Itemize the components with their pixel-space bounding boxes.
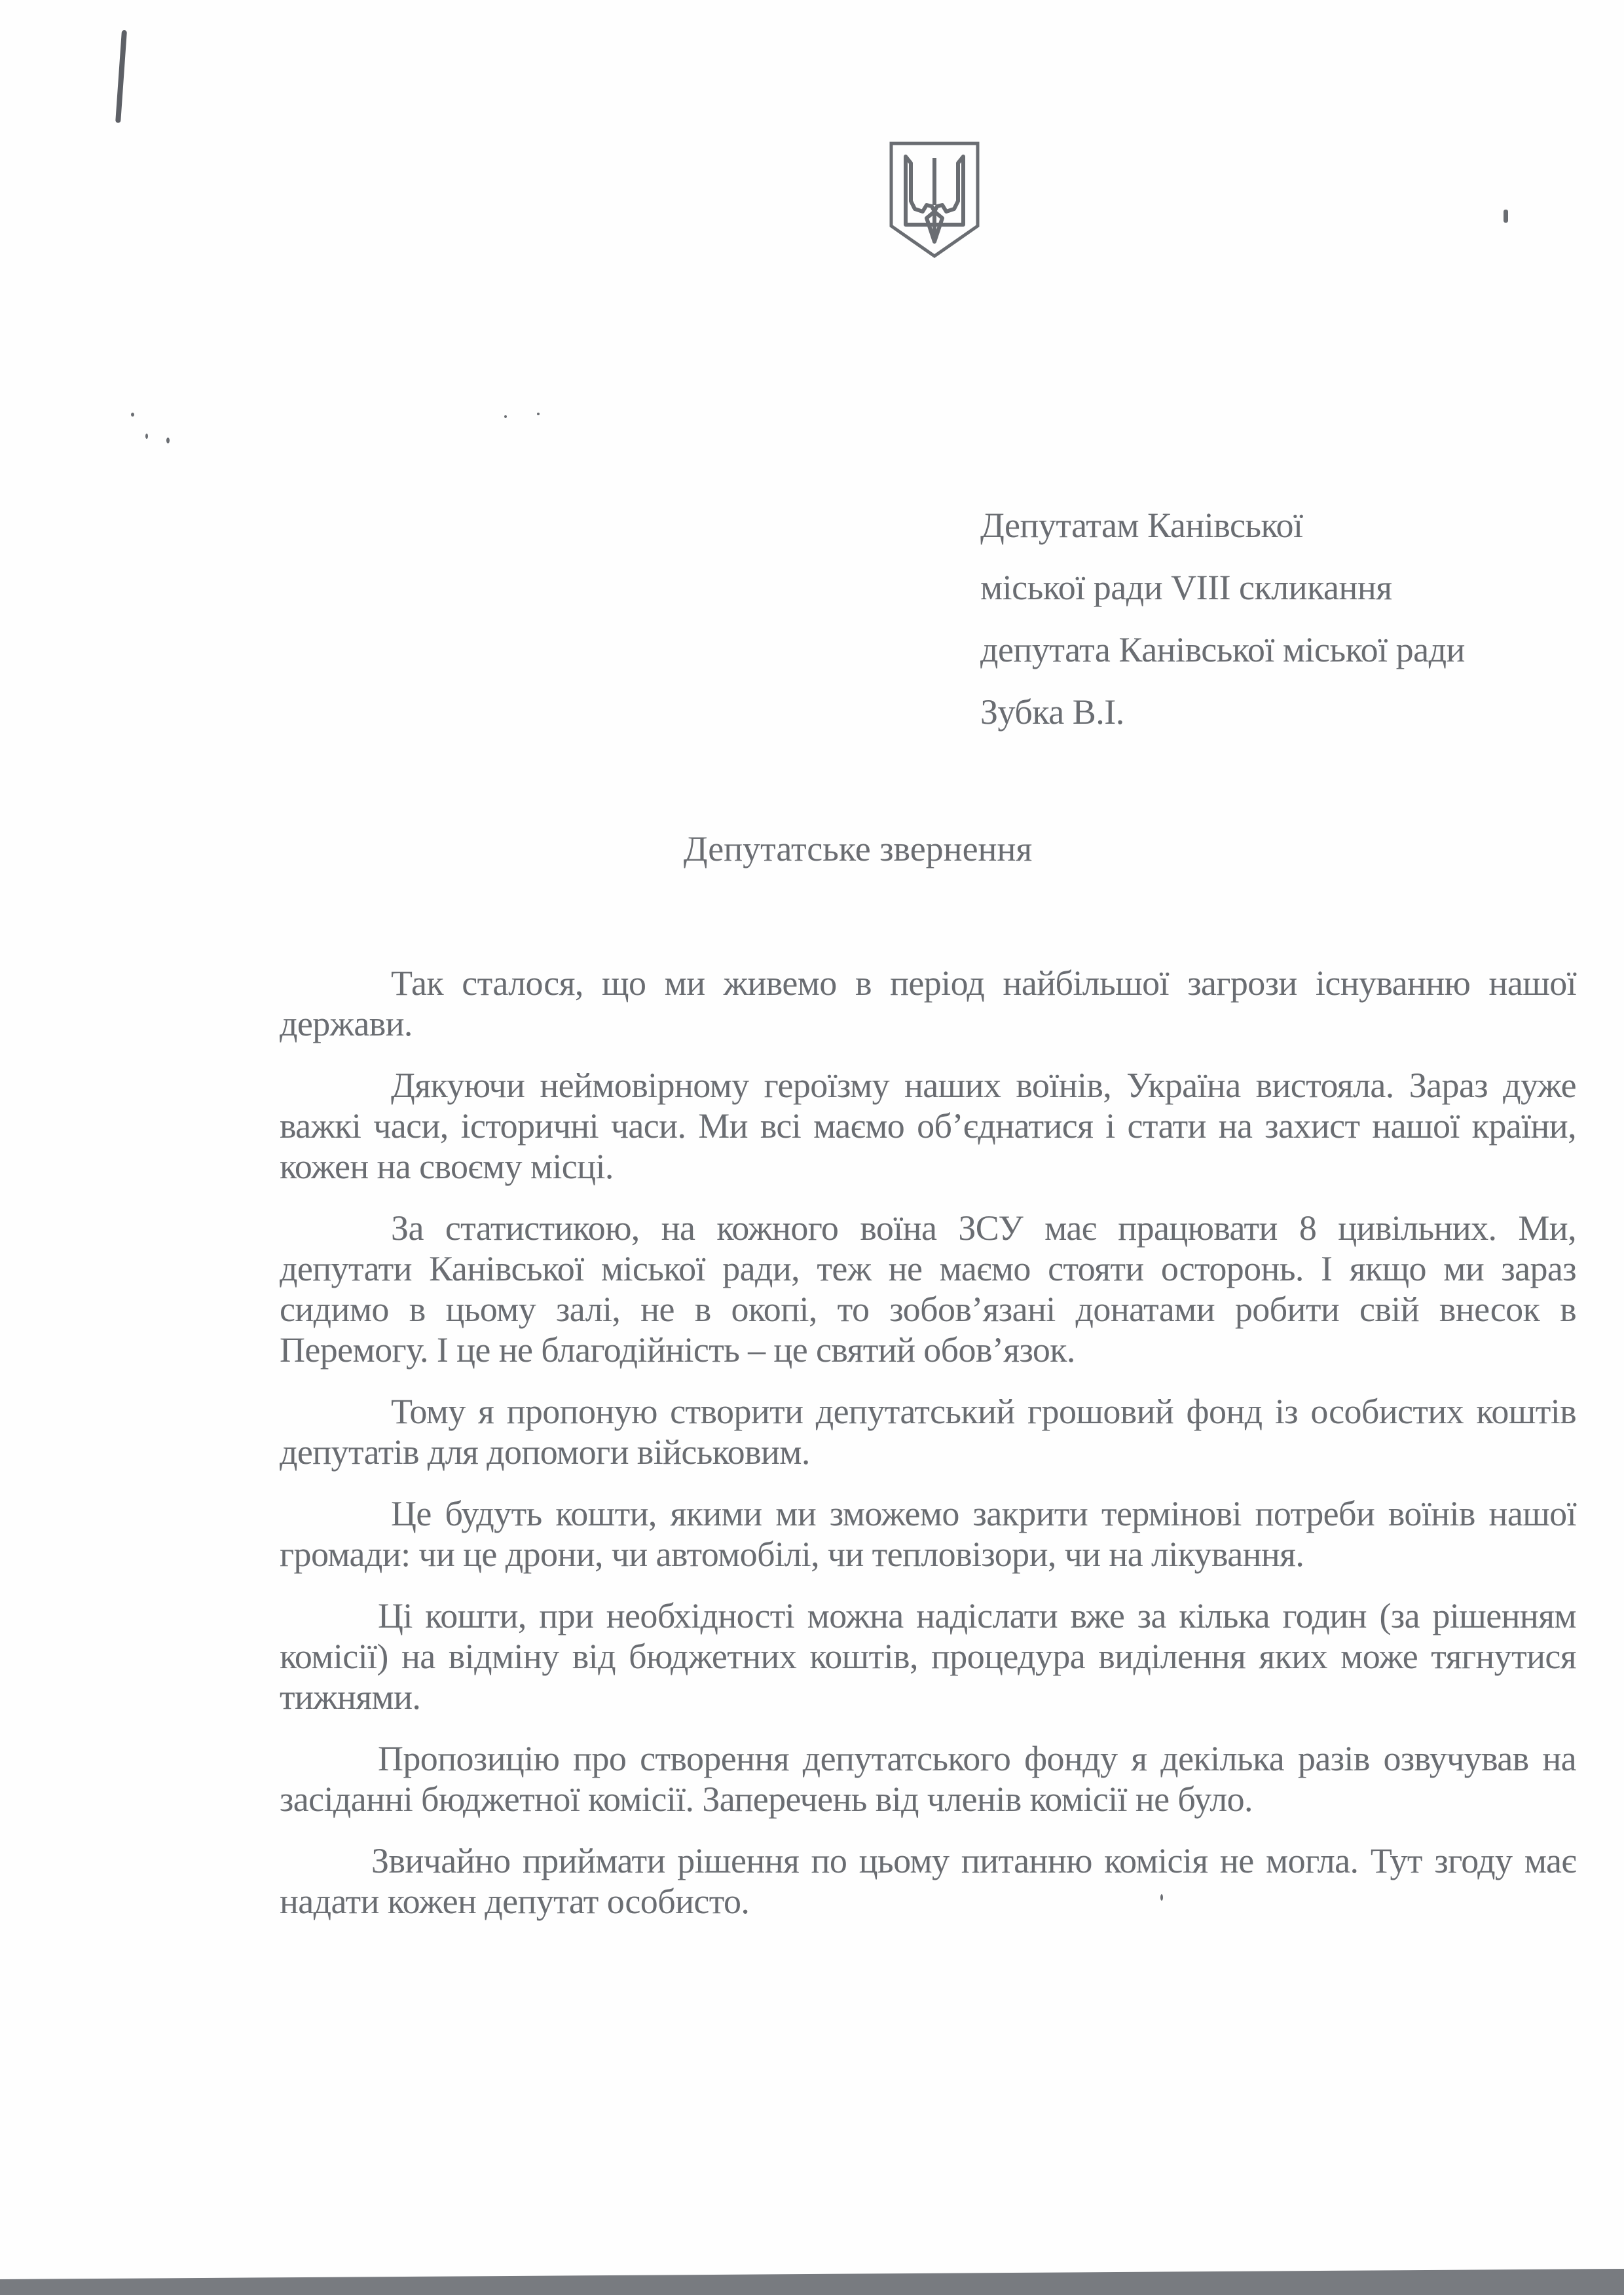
scan-speck (537, 413, 540, 415)
addressee-block (980, 494, 1465, 743)
paragraph: Пропозицію про створення депутатського фонду я декілька разів озвучував на засіданні бюджетної комісії. Заперечень від членів комісії не було. (280, 1739, 1576, 1819)
paragraph: Це будуть кошти, якими ми зможемо закрити термінові потреби воїнів нашої громади: чи це дрони, чи автомобілі, чи тепловізори, чи на лікування. (280, 1494, 1576, 1574)
scan-speck (166, 438, 170, 443)
paragraph: За статистикою, на кожного воїна ЗСУ має працювати 8 цивільних. Ми, депутати Канівської міської ради, теж не маємо стояти осторонь. І якщо ми зараз сидимо в цьому залі, не в окопі, то зобов’язані донатами робити свій внесок в Перемогу. І це не благодійність – це святий обов’язок. (280, 1208, 1576, 1370)
scan-speck (504, 415, 507, 418)
scan-bottom-edge (0, 2269, 1624, 2295)
scan-speck (145, 434, 148, 439)
paragraph: Дякуючи неймовірному героїзму наших воїнів, Україна вистояла. Зараз дуже важкі часи, історичні часи. Ми всі маємо об’єднатися і стати на захист нашої країни, кожен на своєму місці. (280, 1066, 1576, 1186)
paragraph: Тому я пропоную створити депутатський грошовий фонд із особистих коштів депутатів для допомоги військовим. (280, 1392, 1576, 1472)
paragraph: Звичайно приймати рішення по цьому питанню комісія не могла. Тут згоду має надати кожен депутат особисто. (280, 1841, 1576, 1921)
pen-mark (115, 30, 127, 123)
scan-speck (1504, 210, 1508, 223)
coat-of-arms-of-ukraine-icon (889, 141, 980, 259)
addressee-line: Депутатам Канівської (980, 506, 1303, 545)
addressee-line: Зубка В.І. (980, 692, 1124, 732)
document-body (280, 963, 1576, 1943)
addressee-line: депутата Канівської міської ради (980, 630, 1465, 669)
paragraph: Так сталося, що ми живемо в період найбільшої загрози існуванню нашої держави. (280, 963, 1576, 1043)
paragraph: Ці кошти, при необхідності можна надіслати вже за кілька годин (за рішенням комісії) на відміну від бюджетних коштів, процедура виділення яких може тягнутися тижнями. (280, 1596, 1576, 1717)
scan-speck (131, 413, 134, 417)
document-title: Депутатське звернення (683, 829, 1033, 868)
addressee-line: міської ради VIII скликання (980, 568, 1392, 607)
